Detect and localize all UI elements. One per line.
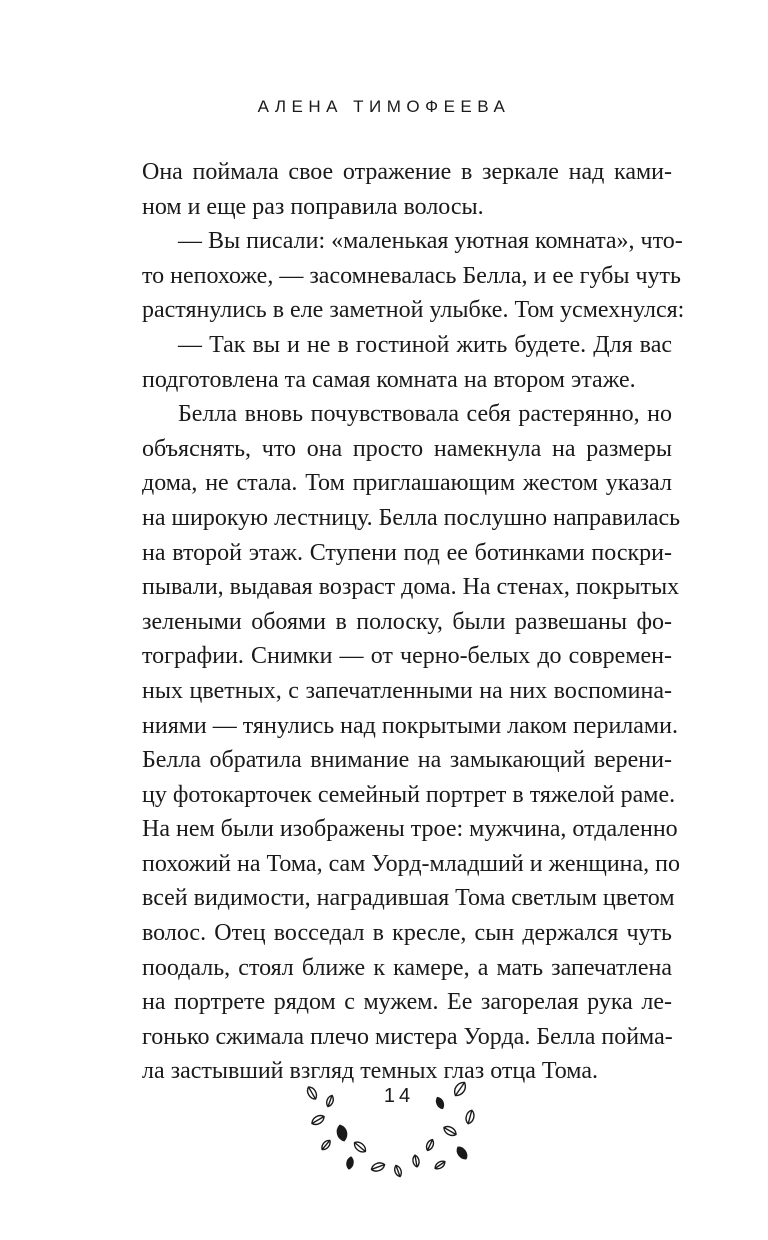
text-line: На нем были изображены трое: мужчина, отдаленно <box>142 816 678 843</box>
text-line: ных цветных, с запечатленными на них воспомина- <box>142 677 672 704</box>
text-line: на широкую лестницу. Белла послушно направилась <box>142 504 681 531</box>
page-number: 14 <box>383 1085 415 1107</box>
text-line: Она поймала свое отражение в зеркале над ками- <box>142 159 672 185</box>
running-header-author: АЛЕНА ТИМОФЕЕВА <box>257 97 511 116</box>
text-line: Белла обратила внимание на замыкающий верени- <box>142 747 672 774</box>
text-line: то непохоже, — засомневалась Белла, и ее губы чуть <box>142 262 681 289</box>
text-line: Белла вновь почувствовала себя растерянно, но <box>178 401 672 428</box>
body-text <box>142 155 685 1089</box>
text-line: — Вы писали: «маленькая уютная комната», что- <box>178 228 683 255</box>
text-line: ном и еще раз поправила волосы. <box>142 193 484 220</box>
text-line: на портрете рядом с мужем. Ее загорелая рука ле- <box>142 989 672 1016</box>
text-line: всей видимости, наградившая Тома светлым цветом <box>142 885 675 912</box>
text-line: волос. Отец восседал в кресле, сын держался чуть <box>142 920 672 947</box>
text-line: пывали, выдавая возраст дома. На стенах, покрытых <box>142 574 680 601</box>
text-line: подготовлена та самая комната на втором этаже. <box>142 366 636 393</box>
text-line: тографии. Снимки — от черно-белых до современ- <box>142 643 672 670</box>
text-line: цу фотокарточек семейный портрет в тяжелой раме. <box>142 781 676 808</box>
text-line: — Так вы и не в гостиной жить будете. Для вас <box>178 331 672 358</box>
text-line: зелеными обоями в полоску, были развешаны фо- <box>142 608 672 635</box>
text-line: ла застывший взгляд темных глаз отца Тома. <box>142 1058 598 1085</box>
text-line: дома, не стала. Том приглашающим жестом указал <box>142 470 672 497</box>
text-line: поодаль, стоял ближе к камере, а мать запечатлена <box>142 954 672 981</box>
text-line: объяснять, что она просто намекнула на размеры <box>142 435 672 462</box>
text-line: растянулись в еле заметной улыбке. Том усмехнулся: <box>142 297 685 324</box>
falling-leaves-icon <box>290 1075 490 1185</box>
text-line: ниями — тянулись над покрытыми лаком перилами. <box>142 712 678 739</box>
text-line: похожий на Тома, сам Уорд-младший и женщина, по <box>142 850 680 877</box>
text-line: на второй этаж. Ступени под ее ботинками поскри- <box>142 539 672 566</box>
text-line: гонько сжимала плечо мистера Уорда. Белла пойма- <box>142 1023 673 1050</box>
